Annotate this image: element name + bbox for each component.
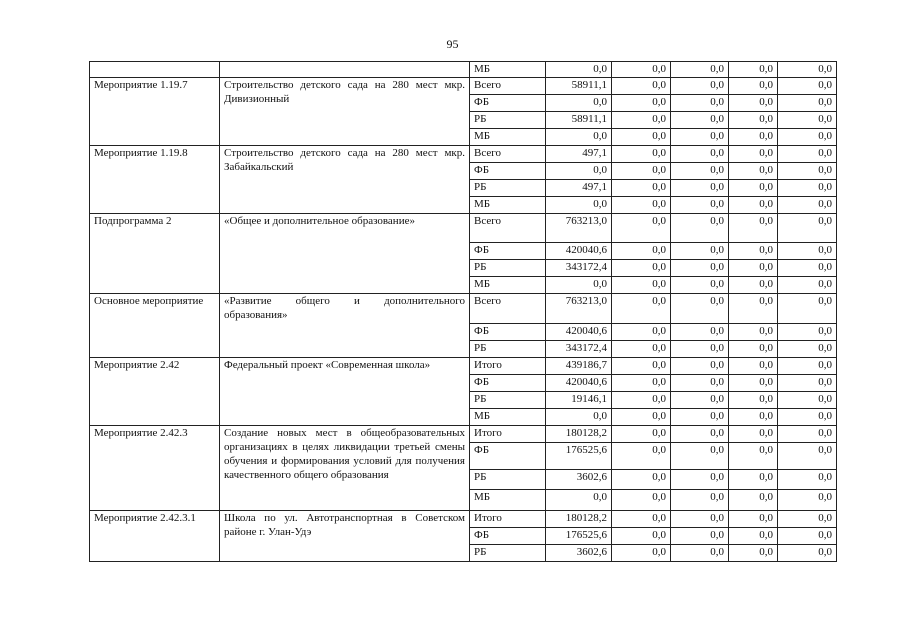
amount-cell: 0,0	[778, 95, 837, 112]
amount-cell: 0,0	[671, 243, 729, 260]
funding-source-cell: ФБ	[470, 243, 546, 260]
table-row	[90, 214, 837, 243]
amount-cell: 343172,4	[546, 341, 612, 358]
measure-code-cell: Подпрограмма 2	[90, 214, 220, 294]
amount-cell: 180128,2	[546, 511, 612, 528]
funding-source-cell: ФБ	[470, 163, 546, 180]
amount-cell: 0,0	[778, 260, 837, 277]
amount-cell: 0,0	[671, 129, 729, 146]
amount-cell: 0,0	[778, 392, 837, 409]
funding-source-cell: Итого	[470, 426, 546, 443]
funding-source-cell: Итого	[470, 511, 546, 528]
funding-source-cell: ФБ	[470, 95, 546, 112]
amount-cell: 0,0	[546, 490, 612, 511]
amount-cell: 0,0	[546, 277, 612, 294]
measure-name-cell: Строительство детского сада на 280 мест мкр. Забайкальский	[220, 146, 470, 214]
amount-cell: 0,0	[671, 409, 729, 426]
amount-cell: 3602,6	[546, 545, 612, 562]
amount-cell: 0,0	[671, 358, 729, 375]
amount-cell: 0,0	[612, 78, 671, 95]
measure-name-cell: «Общее и дополнительное образование»	[220, 214, 470, 294]
funding-source-cell: МБ	[470, 197, 546, 214]
amount-cell: 0,0	[612, 358, 671, 375]
amount-cell: 0,0	[612, 470, 671, 490]
funding-source-cell: ФБ	[470, 324, 546, 341]
amount-cell: 0,0	[612, 214, 671, 243]
amount-cell: 0,0	[612, 62, 671, 78]
amount-cell: 0,0	[612, 545, 671, 562]
amount-cell: 0,0	[671, 490, 729, 511]
measure-name-cell: Строительство детского сада на 280 мест мкр. Дивизионный	[220, 78, 470, 146]
measure-code-cell: Мероприятие 1.19.8	[90, 146, 220, 214]
amount-cell: 0,0	[778, 490, 837, 511]
amount-cell: 0,0	[612, 260, 671, 277]
amount-cell: 3602,6	[546, 470, 612, 490]
amount-cell: 0,0	[612, 294, 671, 324]
amount-cell: 0,0	[546, 129, 612, 146]
amount-cell: 0,0	[778, 375, 837, 392]
funding-source-cell: ФБ	[470, 528, 546, 545]
amount-cell: 0,0	[671, 197, 729, 214]
table-row	[90, 426, 837, 443]
funding-source-cell: РБ	[470, 341, 546, 358]
amount-cell: 58911,1	[546, 112, 612, 129]
measure-name-cell: Школа по ул. Автотранспортная в Советском районе г. Улан-Удэ	[220, 511, 470, 562]
amount-cell: 0,0	[729, 214, 778, 243]
table-row	[90, 62, 837, 78]
amount-cell: 0,0	[612, 129, 671, 146]
amount-cell: 0,0	[729, 392, 778, 409]
amount-cell: 0,0	[778, 214, 837, 243]
amount-cell: 0,0	[778, 341, 837, 358]
amount-cell: 343172,4	[546, 260, 612, 277]
amount-cell: 0,0	[729, 375, 778, 392]
amount-cell: 420040,6	[546, 324, 612, 341]
amount-cell: 0,0	[729, 95, 778, 112]
amount-cell: 0,0	[671, 470, 729, 490]
amount-cell: 176525,6	[546, 528, 612, 545]
amount-cell: 0,0	[778, 180, 837, 197]
amount-cell: 0,0	[612, 243, 671, 260]
amount-cell: 0,0	[778, 443, 837, 470]
amount-cell: 0,0	[778, 545, 837, 562]
amount-cell: 0,0	[671, 146, 729, 163]
amount-cell: 763213,0	[546, 214, 612, 243]
amount-cell: 0,0	[729, 197, 778, 214]
amount-cell: 0,0	[729, 443, 778, 470]
amount-cell: 0,0	[778, 146, 837, 163]
amount-cell: 0,0	[778, 294, 837, 324]
amount-cell: 0,0	[546, 62, 612, 78]
amount-cell: 176525,6	[546, 443, 612, 470]
amount-cell: 0,0	[671, 375, 729, 392]
funding-source-cell: Итого	[470, 358, 546, 375]
amount-cell: 0,0	[729, 163, 778, 180]
amount-cell: 0,0	[546, 163, 612, 180]
amount-cell: 0,0	[729, 324, 778, 341]
amount-cell: 0,0	[612, 443, 671, 470]
amount-cell: 0,0	[671, 62, 729, 78]
amount-cell: 0,0	[778, 243, 837, 260]
amount-cell: 0,0	[671, 426, 729, 443]
amount-cell: 0,0	[729, 511, 778, 528]
amount-cell: 0,0	[671, 78, 729, 95]
amount-cell: 0,0	[671, 260, 729, 277]
amount-cell: 0,0	[778, 78, 837, 95]
measure-name-cell: Создание новых мест в общеобразовательных организациях в целях ликвидации третьей смены обучения и формирования условий для получения качественного общего образования	[220, 426, 470, 511]
amount-cell: 0,0	[729, 409, 778, 426]
amount-cell: 0,0	[671, 112, 729, 129]
amount-cell: 497,1	[546, 146, 612, 163]
funding-source-cell: Всего	[470, 146, 546, 163]
amount-cell: 0,0	[671, 545, 729, 562]
amount-cell: 0,0	[778, 112, 837, 129]
amount-cell: 0,0	[671, 392, 729, 409]
amount-cell: 0,0	[778, 358, 837, 375]
amount-cell: 0,0	[778, 409, 837, 426]
amount-cell: 0,0	[671, 324, 729, 341]
funding-source-cell: МБ	[470, 409, 546, 426]
page-number: 95	[446, 37, 459, 51]
amount-cell: 497,1	[546, 180, 612, 197]
amount-cell: 420040,6	[546, 243, 612, 260]
amount-cell: 0,0	[729, 78, 778, 95]
amount-cell: 0,0	[546, 95, 612, 112]
amount-cell: 0,0	[612, 163, 671, 180]
amount-cell: 0,0	[729, 528, 778, 545]
measure-code-cell: Мероприятие 2.42.3.1	[90, 511, 220, 562]
amount-cell: 180128,2	[546, 426, 612, 443]
amount-cell: 0,0	[729, 490, 778, 511]
amount-cell: 0,0	[612, 409, 671, 426]
amount-cell: 0,0	[778, 511, 837, 528]
amount-cell: 19146,1	[546, 392, 612, 409]
measure-code-cell: Мероприятие 2.42	[90, 358, 220, 426]
amount-cell: 0,0	[729, 294, 778, 324]
amount-cell: 0,0	[612, 341, 671, 358]
amount-cell: 0,0	[671, 341, 729, 358]
amount-cell: 0,0	[671, 180, 729, 197]
amount-cell: 0,0	[612, 511, 671, 528]
funding-source-cell: РБ	[470, 260, 546, 277]
table-row	[90, 146, 837, 163]
measure-name-cell: Федеральный проект «Современная школа»	[220, 358, 470, 426]
funding-source-cell: МБ	[470, 490, 546, 511]
funding-source-cell: МБ	[470, 62, 546, 78]
measure-code-cell: Мероприятие 2.42.3	[90, 426, 220, 511]
measure-name-cell	[220, 62, 470, 78]
amount-cell: 0,0	[612, 180, 671, 197]
amount-cell: 0,0	[778, 426, 837, 443]
amount-cell: 0,0	[612, 146, 671, 163]
amount-cell: 420040,6	[546, 375, 612, 392]
amount-cell: 0,0	[729, 470, 778, 490]
amount-cell: 0,0	[612, 277, 671, 294]
amount-cell: 0,0	[778, 163, 837, 180]
funding-source-cell: РБ	[470, 470, 546, 490]
amount-cell: 58911,1	[546, 78, 612, 95]
amount-cell: 0,0	[778, 528, 837, 545]
amount-cell: 0,0	[729, 358, 778, 375]
funding-source-cell: ФБ	[470, 443, 546, 470]
amount-cell: 0,0	[778, 197, 837, 214]
amount-cell: 0,0	[778, 324, 837, 341]
amount-cell: 0,0	[671, 95, 729, 112]
amount-cell: 0,0	[729, 112, 778, 129]
amount-cell: 0,0	[612, 490, 671, 511]
amount-cell: 0,0	[671, 277, 729, 294]
amount-cell: 0,0	[729, 426, 778, 443]
table-row	[90, 511, 837, 528]
table-row	[90, 294, 837, 324]
amount-cell: 0,0	[778, 62, 837, 78]
amount-cell: 0,0	[778, 470, 837, 490]
amount-cell: 0,0	[729, 260, 778, 277]
amount-cell: 0,0	[671, 294, 729, 324]
amount-cell: 0,0	[671, 214, 729, 243]
amount-cell: 0,0	[612, 95, 671, 112]
amount-cell: 0,0	[729, 62, 778, 78]
funding-source-cell: РБ	[470, 112, 546, 129]
amount-cell: 0,0	[671, 511, 729, 528]
amount-cell: 0,0	[778, 277, 837, 294]
funding-source-cell: Всего	[470, 78, 546, 95]
funding-source-cell: ФБ	[470, 375, 546, 392]
amount-cell: 0,0	[671, 163, 729, 180]
amount-cell: 0,0	[546, 409, 612, 426]
funding-source-cell: Всего	[470, 294, 546, 324]
amount-cell: 0,0	[612, 392, 671, 409]
amount-cell: 0,0	[612, 324, 671, 341]
amount-cell: 0,0	[778, 129, 837, 146]
table-row	[90, 78, 837, 95]
measure-name-cell: «Развитие общего и дополнительного образования»	[220, 294, 470, 358]
amount-cell: 0,0	[729, 277, 778, 294]
amount-cell: 0,0	[729, 341, 778, 358]
funding-source-cell: Всего	[470, 214, 546, 243]
budget-table	[89, 61, 837, 562]
amount-cell: 0,0	[671, 443, 729, 470]
funding-source-cell: РБ	[470, 545, 546, 562]
amount-cell: 0,0	[612, 426, 671, 443]
funding-source-cell: МБ	[470, 277, 546, 294]
amount-cell: 439186,7	[546, 358, 612, 375]
table-row	[90, 358, 837, 375]
amount-cell: 0,0	[612, 375, 671, 392]
amount-cell: 0,0	[729, 180, 778, 197]
amount-cell: 763213,0	[546, 294, 612, 324]
measure-code-cell: Основное мероприятие	[90, 294, 220, 358]
amount-cell: 0,0	[729, 146, 778, 163]
amount-cell: 0,0	[671, 528, 729, 545]
amount-cell: 0,0	[729, 243, 778, 260]
measure-code-cell: Мероприятие 1.19.7	[90, 78, 220, 146]
amount-cell: 0,0	[546, 197, 612, 214]
measure-code-cell	[90, 62, 220, 78]
amount-cell: 0,0	[612, 197, 671, 214]
amount-cell: 0,0	[612, 112, 671, 129]
funding-source-cell: РБ	[470, 180, 546, 197]
amount-cell: 0,0	[612, 528, 671, 545]
funding-source-cell: МБ	[470, 129, 546, 146]
amount-cell: 0,0	[729, 129, 778, 146]
funding-source-cell: РБ	[470, 392, 546, 409]
amount-cell: 0,0	[729, 545, 778, 562]
